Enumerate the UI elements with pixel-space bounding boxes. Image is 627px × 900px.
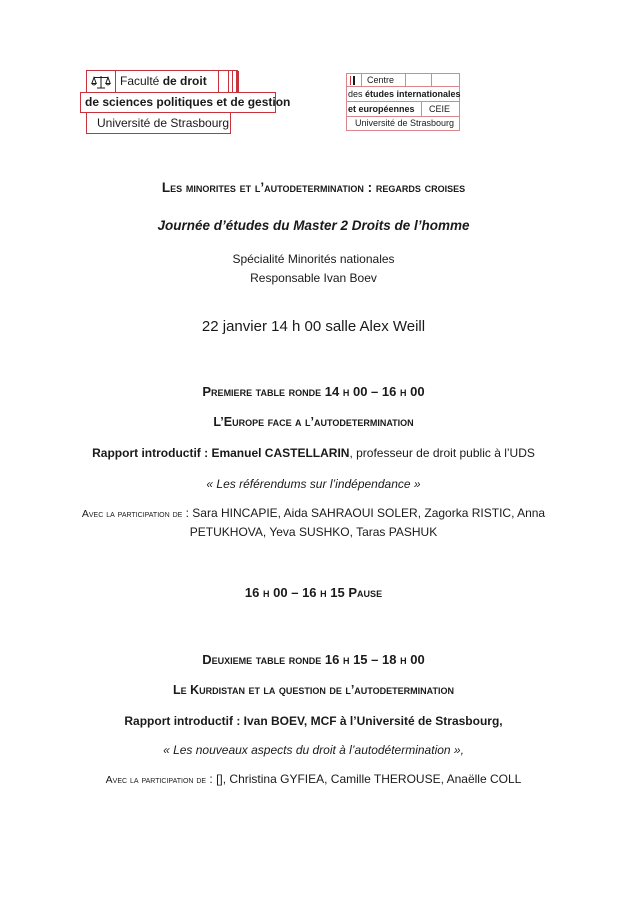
- ceie-logo-row-2: [346, 87, 460, 102]
- table1-report: Rapport introductif : Emanuel CASTELLARIN, professeur de droit public à l’UDS: [92, 446, 535, 460]
- table1-theme: L’Europe face a l’autodetermination: [213, 415, 414, 429]
- table1-heading: Premiere table ronde 14 h 00 – 16 h 00: [202, 384, 425, 399]
- specialty: Spécialité Minorités nationales: [232, 252, 395, 266]
- table1-quote: « Les référendums sur l’indépendance »: [206, 477, 421, 491]
- faculty-logo-line-1: Faculté de droit: [120, 74, 207, 88]
- table2-heading: Deuxieme table ronde 16 h 15 – 18 h 00: [202, 652, 425, 667]
- ceie-logo-row-3: [346, 102, 460, 117]
- table2-theme: Le Kurdistan et la question de l’autodetermination: [173, 683, 454, 697]
- faculty-logo: [85, 70, 291, 134]
- ceie-logo-line-2: des études internationales: [348, 89, 461, 99]
- faculty-logo-row-1: [86, 70, 238, 92]
- faculty-logo-line-3: Université de Strasbourg: [86, 113, 231, 134]
- date-location: 22 janvier 14 h 00 salle Alex Weill: [201, 318, 426, 335]
- table1-participants: Avec la participation de : Sara HINCAPIE, Aida SAHRAOUI SOLER, Zagorka RISTIC, Anna: [81, 506, 546, 520]
- ceie-mark-icon: [350, 76, 356, 85]
- pause-heading: 16 h 00 – 16 h 15 Pause: [244, 585, 383, 600]
- responsible: Responsable Ivan Boev: [250, 271, 377, 285]
- faculty-logo-line-2: de sciences politiques et de gestion: [80, 92, 276, 113]
- ceie-logo-row-1: [346, 73, 460, 87]
- ceie-logo-line-3: et européennes: [348, 104, 415, 114]
- ceie-acronym: CEIE: [429, 104, 451, 114]
- document-subtitle: Journée d’études du Master 2 Droits de l’homme: [157, 218, 470, 233]
- logo-decorative-bars: [218, 71, 239, 93]
- table2-participants: Avec la participation de : [], Christina GYFIEA, Camille THEROUSE, Anaëlle COLL: [105, 772, 522, 786]
- participation-label: Avec la participation de: [81, 508, 183, 520]
- participation-label: Avec la participation de: [105, 774, 207, 786]
- ceie-logo-row-4: [346, 117, 460, 131]
- table2-report: Rapport introductif : Ivan BOEV, MCF à l’Université de Strasbourg,: [124, 714, 503, 728]
- scales-of-justice-icon: [87, 71, 116, 93]
- table1-participants-continued: PETUKHOVA, Yeva SUSHKO, Taras PASHUK: [189, 525, 438, 539]
- table2-quote: « Les nouveaux aspects du droit à l’autodétermination »,: [163, 743, 464, 757]
- ceie-logo: [346, 73, 460, 131]
- document-title: Les minorites et l’autodetermination : regards croises: [161, 180, 466, 195]
- ceie-logo-line-1: Centre: [367, 75, 395, 85]
- ceie-logo-line-4: Université de Strasbourg: [355, 118, 455, 128]
